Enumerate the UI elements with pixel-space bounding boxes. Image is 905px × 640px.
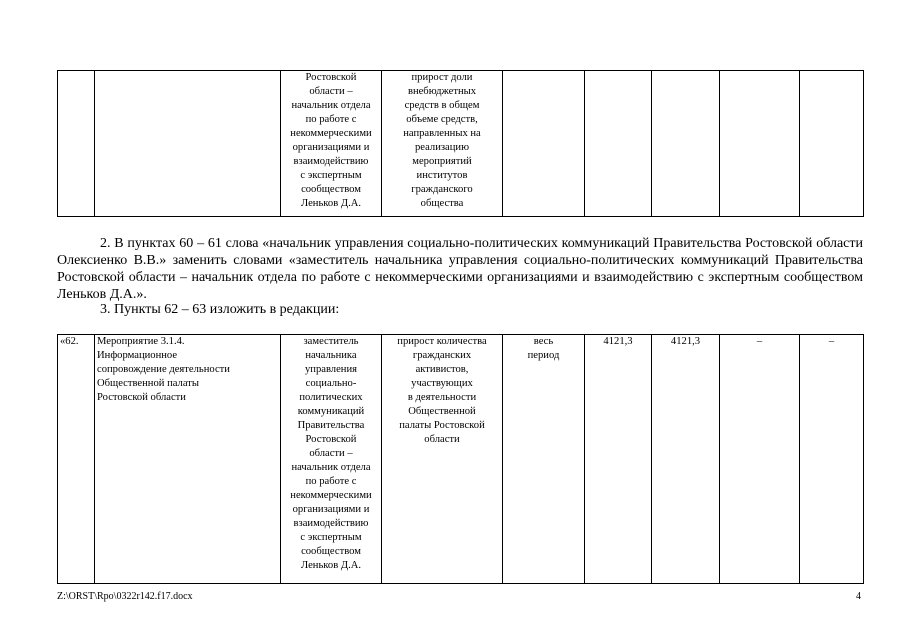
table-row: [58, 335, 864, 584]
top-cell-col9: [800, 71, 864, 217]
top-cell-responsible: Ростовской области – начальник отдела по работе с некоммерческими организациями и взаимодействию с экспертным сообществом Леньков Д.А.: [281, 71, 382, 217]
top-cell-amount: [652, 71, 720, 217]
footer-page-number: 4: [856, 591, 861, 602]
bottom-table: [57, 334, 864, 584]
bottom-cell-period: весь период: [503, 335, 585, 584]
top-cell-number: [58, 71, 95, 217]
bottom-cell-event: Мероприятие 3.1.4. Информационное сопровождение деятельности Общественной палаты Ростовской области: [95, 335, 281, 584]
bottom-cell-responsible: заместитель начальника управления социально- политических коммуникаций Правительства Ростовской области – начальник отдела по работе с некоммерческими организациями и взаимодействию с экспертным сообществом Леньков Д.А.: [281, 335, 382, 584]
top-cell-total: [585, 71, 652, 217]
footer-file-path: Z:\ORST\Rpo\0322r142.f17.docx: [57, 591, 193, 602]
bottom-cell-indicator: прирост количества гражданских активистов, участвующих в деятельности Общественной палаты Ростовской области: [382, 335, 503, 584]
table-row: [58, 71, 864, 217]
top-cell-period: [503, 71, 585, 217]
bottom-cell-col9: –: [800, 335, 864, 584]
top-cell-col8: [720, 71, 800, 217]
bottom-cell-col8: –: [720, 335, 800, 584]
bottom-cell-total: 4121,3: [585, 335, 652, 584]
bottom-cell-amount: 4121,3: [652, 335, 720, 584]
top-cell-event: [95, 71, 281, 217]
top-cell-indicator: прирост доли внебюджетных средств в общем объеме средств, направленных на реализацию мероприятий институтов гражданского общества: [382, 71, 503, 217]
bottom-cell-number: «62.: [58, 335, 95, 584]
top-table: [57, 70, 864, 217]
paragraph-item-2: 2. В пунктах 60 – 61 слова «начальник управления социально-политических коммуникаций Правительства Ростовской области Олексиенко В.В.» заменить словами «заместитель начальника управления социально-политических коммуникаций Правительства Ростовской области – начальник отдела по работе с некоммерческими организациями и взаимодействию с экспертным сообществом Леньков Д.А.».: [57, 236, 863, 302]
paragraph-item-3: 3. Пункты 62 – 63 изложить в редакции:: [100, 302, 340, 317]
